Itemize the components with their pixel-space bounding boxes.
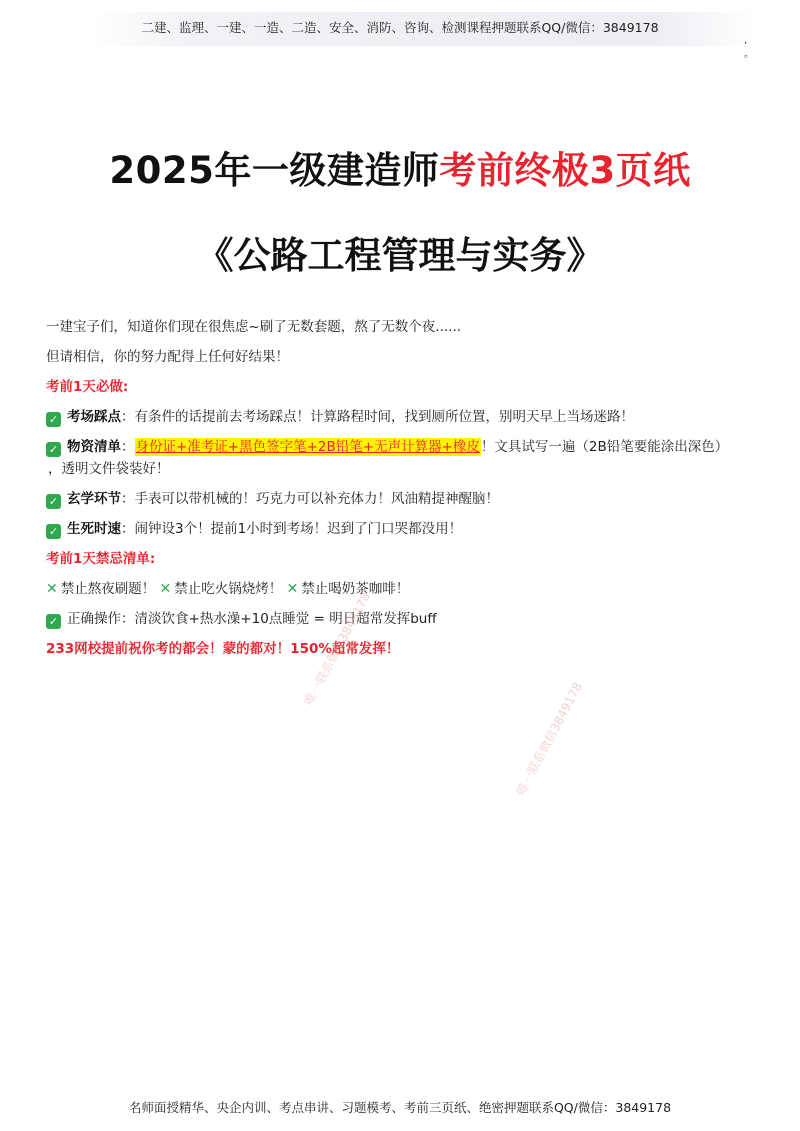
check-icon: ✓ [46,524,61,539]
watermark: 唯一联系微信3849178 [301,590,374,708]
intro-line: 一建宝子们，知道你们现在很焦虑~刷了无数套题，熬了无数个夜...... [46,319,462,335]
taboo-item: 禁止熬夜刷题！ [60,581,156,597]
document-body [46,316,766,668]
cross-icon: ✕ [159,581,172,597]
check-icon: ✓ [46,412,61,427]
section-heading-taboo: 考前1天禁忌清单: [46,551,156,567]
check-icon: ✓ [46,494,61,509]
header-contact-text: 二建、监理、一建、一造、二造、安全、消防、咨询、检测课程押题联系QQ/微信：3849178 [141,20,659,35]
taboo-item: 禁止吃火锅烧烤！ [174,581,283,597]
item-text: ：有条件的话提前去考场踩点！计算路程时间，找到厕所位置，别明天早上当场迷路！ [121,409,634,425]
footer-contact-text: 名师面授精华、央企内训、考点串讲、习题模考、考前三页纸、绝密押题联系QQ/微信：3849178 [128,1100,672,1115]
list-item [46,488,766,518]
item-keyword: 考场踩点 [67,409,121,425]
page-subtitle: 《公路工程管理与实务》 [196,234,604,277]
list-item [46,518,766,548]
section-heading-must-do: 考前1天必做: [46,379,129,395]
item-text: ！文具试写一遍（2B铅笔要能涂出深色） [480,439,729,455]
title-part-black: 2025年一级建造师 [109,149,440,192]
item-colon: ： [121,439,135,455]
item-keyword: 物资清单 [67,439,121,455]
closing-line: 233网校提前祝你考的都会！蒙的都对！150%超常发挥！ [46,641,400,657]
list-item [46,406,766,436]
correct-operation: 正确操作：清淡饮食+热水澡+10点睡觉 = 明日超常发挥buff [67,611,437,627]
check-icon: ✓ [46,442,61,457]
header-mark: 。 [744,49,754,60]
item-text: ：手表可以带机械的！巧克力可以补充体力！风油精提神醒脑！ [121,491,499,507]
item-text: ：闹钟设3个！提前1小时到考场！迟到了门口哭都没用！ [121,521,463,537]
item-keyword: 玄学环节 [67,491,121,507]
header-mark: , [744,35,748,46]
item-continuation: ，透明文件袋装好！ [48,461,170,477]
taboo-item: 禁止喝奶茶咖啡！ [301,581,410,597]
list-item [46,608,766,638]
page-title [0,140,800,194]
cross-icon: ✕ [46,581,58,597]
watermark: 唯一联系微信3849178 [513,680,586,798]
highlighted-supplies: 身份证+准考证+黑色签字笔+2B铅笔+无声计算器+橡皮 [135,439,480,455]
taboo-list [46,578,766,608]
header-marks [744,34,754,62]
cross-icon: ✕ [286,581,299,597]
item-keyword: 生死时速 [67,521,121,537]
intro-line: 但请相信，你的努力配得上任何好结果！ [46,349,289,365]
title-part-red: 考前终极3页纸 [439,149,691,192]
list-item [46,436,766,458]
check-icon: ✓ [46,614,61,629]
